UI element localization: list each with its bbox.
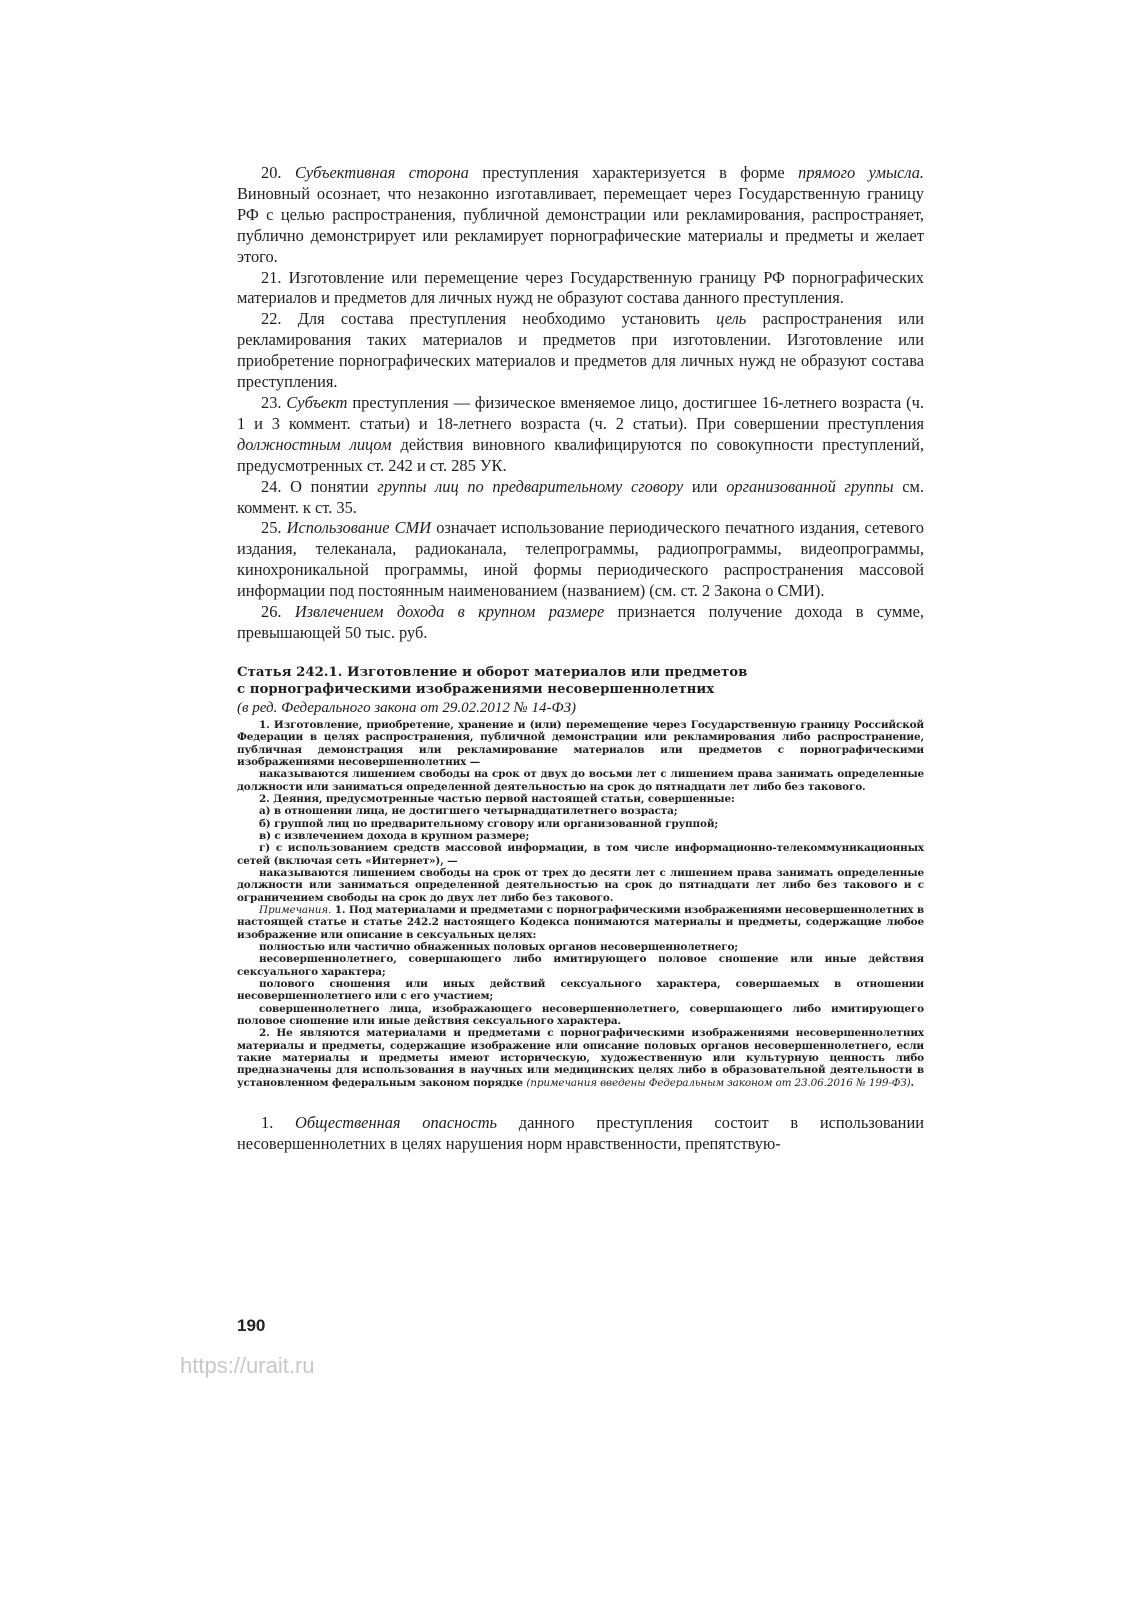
law-text-item-g: г) с использованием средств массовой информации, в том числе информационно-телекоммуникационных сетей (включая сеть «Интернет»), — <box>237 842 924 867</box>
paragraph-23: 23. Субъект преступления — физическое вменяемое лицо, достигшее 16-летнего возраста (ч. 1 и 3 коммент. статьи) и 18-летнего возраста (ч. 2 статьи). При совершении преступления должностным лицом действия виновного квалифицируются по совокупности преступлений, предусмотренных ст. 242 и ст. 285 УК. <box>237 392 924 475</box>
comment-paragraph-1: 1. Общественная опасность данного преступления состоит в использовании несовершеннолетних в целях нарушения норм нравственности, препятствую- <box>237 1113 924 1154</box>
law-text-item-a: а) в отношении лица, не достигшего четырнадцатилетнего возраста; <box>259 805 678 818</box>
article-title-line-1: Статья 242.1. Изготовление и оборот материалов или предметов <box>237 664 748 680</box>
article-heading <box>237 664 924 699</box>
law-notes-item: полового сношения или иных действий сексуального характера, совершаемых в отношении несовершеннолетнего или с его участием; <box>237 978 924 1003</box>
watermark: https://urait.ru <box>180 1353 315 1378</box>
law-notes-2: 2. Не являются материалами и предметами с порнографическими изображениями несовершеннолетних материалы и предметы, содержащие изображение или описание половых органов несовершеннолетнего, если такие материалы и предметы имеют историческую, художественную или культурную ценность либо предназначены для использования в научных или медицинских целях либо в образовательной деятельности в установленном федеральным законом порядке (примечания введены Федеральным законом от 23.06.2016 № 199-ФЗ). <box>237 1027 924 1089</box>
paragraph-20: 20. Субъективная сторона преступления характеризуется в форме прямого умысла. Виновный осознает, что незаконно изготавливает, перемещает через Государственную границу РФ с целью распространения, публичной демонстрации или рекламирования, распространяет, публично демонстрирует или рекламирует порнографические материалы и предметы и желает этого. <box>237 163 925 266</box>
law-notes-1: Примечания. 1. Под материалами и предметами с порнографическими изображениями несовершеннолетних в настоящей статье и статье 242.2 настоящего Кодекса понимаются материалы и предметы, содержащие любое изображение или описание в сексуальных целях: <box>237 904 924 941</box>
paragraph-24: 24. О понятии группы лиц по предварительному сговору или организованной группы см. коммент. к ст. 35. <box>237 476 924 517</box>
law-text-sanction-1: наказываются лишением свободы на срок от двух до восьми лет с лишением права занимать определенные должности или заниматься определенной деятельностью на срок до пятнадцати лет либо без такового. <box>237 768 924 793</box>
law-text-part-2: 2. Деяния, предусмотренные частью первой настоящей статьи, совершенные: <box>259 792 735 805</box>
law-text-item-v: в) с извлечением дохода в крупном размере; <box>259 829 530 842</box>
paragraph-21: 21. Изготовление или перемещение через Государственную границу РФ порнографических материалов и предметов для личных нужд не образуют состава данного преступления. <box>237 267 924 308</box>
paragraph-26: 26. Извлечением дохода в крупном размере признается получение дохода в сумме, превышающей 50 тыс. руб. <box>237 602 924 642</box>
page-content <box>237 163 924 1155</box>
paragraph-25: 25. Использование СМИ означает использование периодического печатного издания, сетевого издания, телеканала, радиоканала, телепрограммы, радиопрограммы, видеопрограммы, кинохроникальной программы, иной формы периодического распространения массовой информации под постоянным наименованием (названием) (см. ст. 2 Закона о СМИ). <box>237 518 925 601</box>
page-number: 190 <box>237 1316 266 1335</box>
law-text-item-b: б) группой лиц по предварительному сговору или организованной группой; <box>259 817 719 830</box>
law-notes-item: несовершеннолетнего, совершающего либо имитирующего половое сношение или иные действия сексуального характера; <box>237 953 924 978</box>
article-title-line-2: с порнографическими изображениями несовершеннолетних <box>237 682 715 698</box>
paragraph-22: 22. Для состава преступления необходимо установить цель распространения или рекламирования таких материалов и предметов при изготовлении. Изготовление или приобретение порнографических материалов и предметов для личных нужд не образуют состава преступления. <box>237 309 924 392</box>
law-notes-item: полностью или частично обнаженных половых органов несовершеннолетнего; <box>259 941 738 954</box>
law-notes-item: совершеннолетнего лица, изображающего несовершеннолетнего, совершающего либо имитирующего половое сношение или иные действия сексуального характера. <box>237 1002 924 1028</box>
law-text-part-1: 1. Изготовление, приобретение, хранение и (или) перемещение через Государственную границу Российской Федерации в целях распространения, публичной демонстрации или рекламирования либо распространение, публичная демонстрация или рекламирование материалов или предметов с порнографическими изображениями несовершеннолетних — <box>237 718 924 768</box>
law-text-sanction-2: наказываются лишением свободы на срок от трех до десяти лет с лишением права занимать определенные должности или заниматься определенной деятельностью на срок до пятнадцати лет либо без такового и с ограничением свободы на срок до двух лет либо без такового. <box>237 866 924 904</box>
article-edition-note: (в ред. Федерального закона от 29.02.2012 № 14-ФЗ) <box>237 699 577 716</box>
